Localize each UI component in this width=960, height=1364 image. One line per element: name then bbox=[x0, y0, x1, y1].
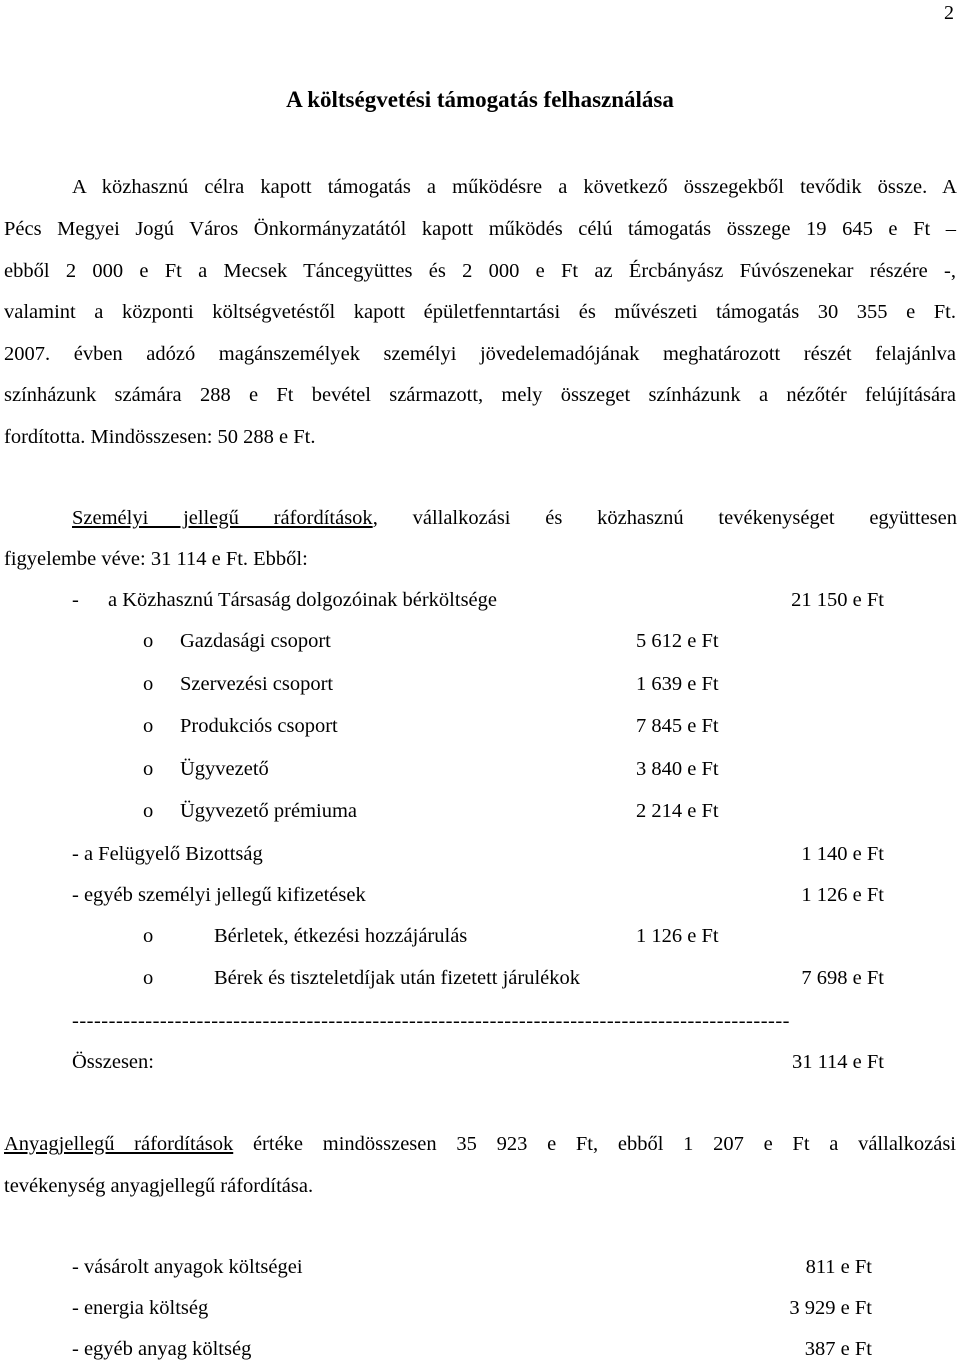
paragraph-line: fordította. Mindösszesen: 50 288 e Ft. bbox=[4, 426, 316, 448]
list-item-label: - a Felügyelő Bizottság bbox=[72, 843, 263, 865]
sub-item-label: Gazdasági csoport bbox=[180, 630, 331, 652]
paragraph-line: Pécs Megyei Jogú Város Önkormányzatától kapott működés célú támogatás összege 19 645 e Ft – bbox=[4, 218, 956, 240]
sub-item-label: Bérletek, étkezési hozzájárulás bbox=[214, 925, 468, 947]
list-item-label: - vásárolt anyagok költségei bbox=[72, 1256, 303, 1278]
list-item-value: 3 929 e Ft bbox=[789, 1297, 872, 1319]
paragraph-line: 2007. évben adózó magánszemélyek személyi jövedelemadójának meghatározott részét felajánlva bbox=[4, 343, 956, 365]
underlined-heading: Anyagjellegű ráfordítások bbox=[4, 1133, 234, 1155]
sub-item-label: Bérek és tiszteletdíjak után fizetett járulékok bbox=[214, 967, 581, 989]
list-item-label: a Közhasznú Társaság dolgozóinak bérköltsége bbox=[108, 589, 497, 611]
separator-line: -------------------------------------------------------------------------------------------------- bbox=[72, 1011, 791, 1032]
sub-item-label: Produkciós csoport bbox=[180, 715, 338, 737]
underlined-heading: Személyi jellegű ráfordítások bbox=[72, 507, 373, 529]
list-item-label: - energia költség bbox=[72, 1297, 209, 1319]
paragraph-line: Anyagjellegű ráfordítások értéke mindösszesen 35 923 e Ft, ebből 1 207 e Ft a vállalkozási bbox=[4, 1133, 956, 1155]
sub-item-value: 1 639 e Ft bbox=[636, 673, 719, 695]
list-item-value: 21 150 e Ft bbox=[791, 589, 884, 611]
total-value: 31 114 e Ft bbox=[791, 1051, 884, 1073]
bullet: o bbox=[143, 800, 154, 822]
sub-item-label: Szervezési csoport bbox=[180, 673, 334, 695]
list-item-value: 811 e Ft bbox=[805, 1256, 872, 1278]
list-dash: - bbox=[72, 589, 79, 611]
list-item-label: - egyéb anyag költség bbox=[72, 1338, 252, 1360]
bullet: o bbox=[143, 758, 154, 780]
sub-item-value: 7 845 e Ft bbox=[636, 715, 719, 737]
paragraph-line: A közhasznú célra kapott támogatás a működésre a következő összegekből tevődik össze. A bbox=[72, 176, 957, 198]
bullet: o bbox=[143, 715, 154, 737]
bullet: o bbox=[143, 673, 154, 695]
bullet: o bbox=[143, 630, 154, 652]
sub-item-value: 5 612 e Ft bbox=[636, 630, 719, 652]
paragraph-line: valamint a központi költségvetéstől kapott épületfenntartási és művészeti támogatás 30 355 e Ft. bbox=[4, 301, 956, 323]
sub-item-label: Ügyvezető prémiuma bbox=[180, 800, 358, 822]
bullet: o bbox=[143, 967, 154, 989]
page-number: 2 bbox=[944, 2, 954, 24]
list-item-value: 387 e Ft bbox=[804, 1338, 872, 1360]
paragraph-line: tevékenység anyagjellegű ráfordítása. bbox=[4, 1175, 314, 1197]
page-title: A költségvetési támogatás felhasználása bbox=[286, 87, 674, 112]
bullet: o bbox=[143, 925, 154, 947]
sub-item-value: 2 214 e Ft bbox=[636, 800, 719, 822]
list-item-label: - egyéb személyi jellegű kifizetések bbox=[72, 884, 366, 906]
paragraph-line: ebből 2 000 e Ft a Mecsek Táncegyüttes és 2 000 e Ft az Ércbányász Fúvószenekar részére -, bbox=[4, 260, 956, 282]
list-item-value: 1 140 e Ft bbox=[801, 843, 884, 865]
paragraph-line: Személyi jellegű ráfordítások, vállalkozási és közhasznú tevékenységet együttesen bbox=[72, 507, 957, 529]
sub-item-label: Ügyvezető bbox=[180, 758, 269, 780]
total-label: Összesen: bbox=[72, 1051, 154, 1073]
list-item-value: 7 698 e Ft bbox=[801, 967, 884, 989]
sub-item-value: 3 840 e Ft bbox=[636, 758, 719, 780]
paragraph-line: színházunk számára 288 e Ft bevétel származott, mely összeget színházunk a nézőtér felújítására bbox=[4, 384, 956, 406]
sub-item-value: 1 126 e Ft bbox=[636, 925, 719, 947]
list-item-value: 1 126 e Ft bbox=[801, 884, 884, 906]
paragraph-line: figyelembe véve: 31 114 e Ft. Ebből: bbox=[4, 548, 308, 570]
